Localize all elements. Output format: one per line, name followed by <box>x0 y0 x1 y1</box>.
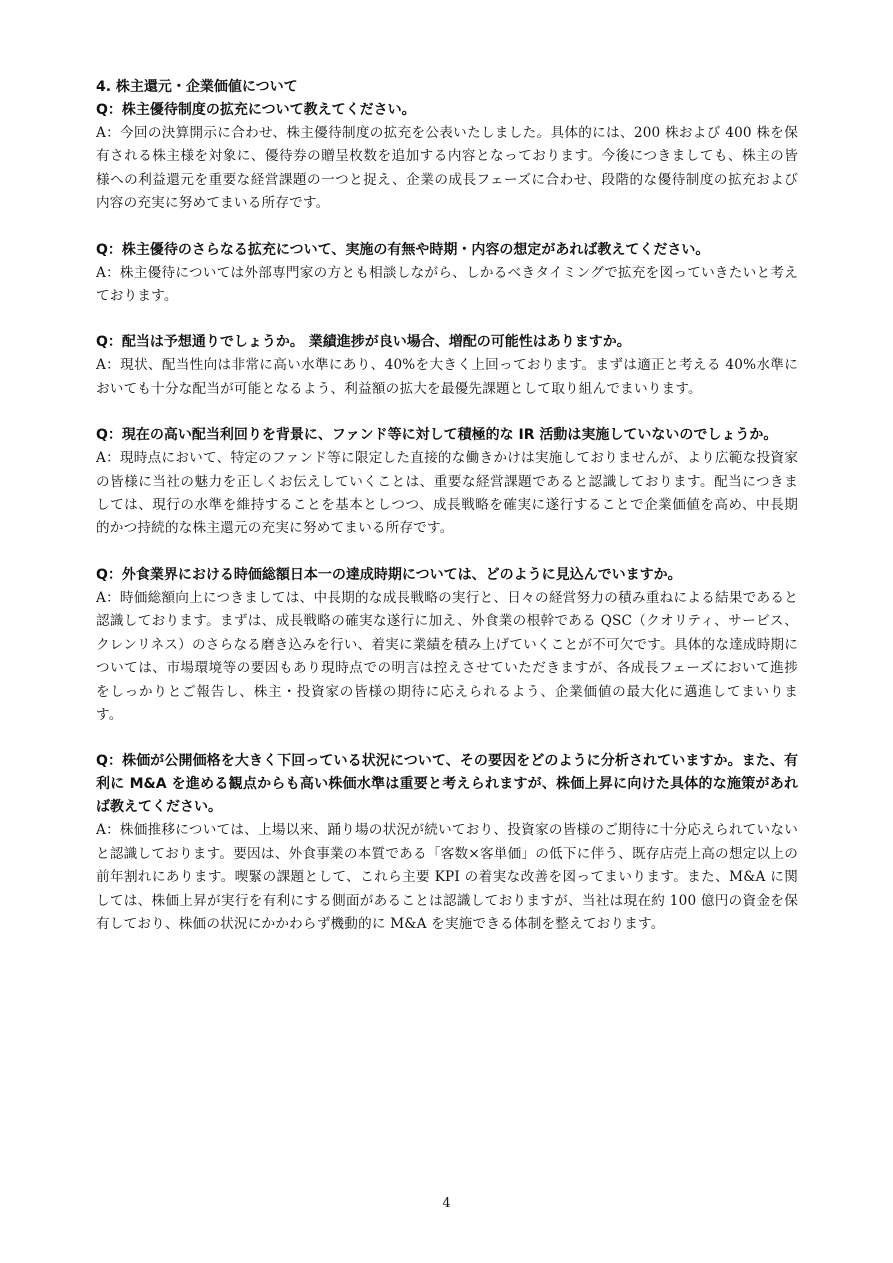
answer-text: A：株主優待については外部専門家の方とも相談しながら、しかるべきタイミングで拡充を図っていきたいと考えております。 <box>96 264 798 305</box>
document-page <box>96 76 798 959</box>
answer-text: A：株価推移については、上場以来、踊り場の状況が続いており、投資家の皆様のご期待に十分応えられていないと認識しております。要因は、外食事業の本質である「客数×客単価」の低下に伴う、既存店売上高の想定以上の前年割れにあります。喫緊の課題として、これら主要 KPI の着実な改善を図ってまいります。また、M&A に関しては、株価上昇が実行を有利にする側面があることは認識しておりますが、当社は現在約 100 億円の資金を保有しており、株価の状況にかかわらず機動的に M&A を実施できる体制を整えております。 <box>96 822 798 932</box>
question-text: Q：株価が公開価格を大きく下回っている状況について、その要因をどのように分析されていますか。また、有利に M&A を進める観点からも高い株価水準は重要と考えられますが、株価上昇に向けた具体的な施策があれば教えてください。 <box>96 753 798 816</box>
qa-item <box>96 424 798 541</box>
answer-text: A：時価総額向上につきましては、中長期的な成長戦略の実行と、日々の経営努力の積み重ねによる結果であると認識しております。まずは、成長戦略の確実な遂行に加え、外食業の根幹である QSC（クオリティ、サービス、クレンリネス）のさらなる磨き込みを行い、着実に業績を積み上げていくことが不可欠です。具体的な達成時期については、市場環境等の要因もあり現時点での明言は控えさせていただきますが、各成長フェーズにおいて進捗をしっかりとご報告し、株主・投資家の皆様の期待に応えられるよう、企業価値の最大化に邁進してまいります。 <box>96 589 798 723</box>
question-text: Q：株主優待のさらなる拡充について、実施の有無や時期・内容の想定があれば教えてください。 <box>96 241 710 258</box>
question-text: Q：株主優待制度の拡充について教えてください。 <box>96 102 416 118</box>
question-text: Q：配当は予想通りでしょうか。 業績進捗が良い場合、増配の可能性はありますか。 <box>96 334 631 351</box>
answer-text: A：今回の決算開示に合わせ、株主優待制度の拡充を公表いたしました。具体的には、200 株および 400 株を保有される株主様を対象に、優待券の贈呈枚数を追加する内容となっております。今後につきましても、株主の皆様への利益還元を重要な経営課題の一つと捉え、企業の成長フェーズに合わせ、段階的な優待制度の拡充および内容の充実に努めてまいる所存です。 <box>96 125 798 212</box>
question-text: Q：外食業界における時価総額日本一の達成時期については、どのように見込んでいますか。 <box>96 566 682 583</box>
answer-text: A：現時点において、特定のファンド等に限定した直接的な働きかけは実施しておりませんが、より広範な投資家の皆様に当社の魅力を正しくお伝えしていくことは、重要な経営課題であると認識しております。配当につきましては、現行の水準を維持することを基本としつつ、成長戦略を確実に遂行することで企業価値を高め、中長期的かつ持続的な株主還元の充実に努めてまいる所存です。 <box>96 450 798 537</box>
qa-item <box>96 750 798 936</box>
qa-item <box>96 99 798 216</box>
answer-text: A：現状、配当性向は非常に高い水準にあり、40%を大きく上回っております。まずは適正と考える 40%水準においても十分な配当が可能となるよう、利益額の拡大を最優先課題として取り組んでまいります。 <box>96 357 798 397</box>
section-title: 4. 株主還元・企業価値について <box>96 79 298 95</box>
question-text: Q：現在の高い配当利回りを背景に、ファンド等に対して積極的な IR 活動は実施していないのでしょうか。 <box>96 427 778 444</box>
qa-item <box>96 239 798 309</box>
qa-item <box>96 564 798 727</box>
qa-item <box>96 331 798 401</box>
page-number: 4 <box>442 1196 451 1211</box>
